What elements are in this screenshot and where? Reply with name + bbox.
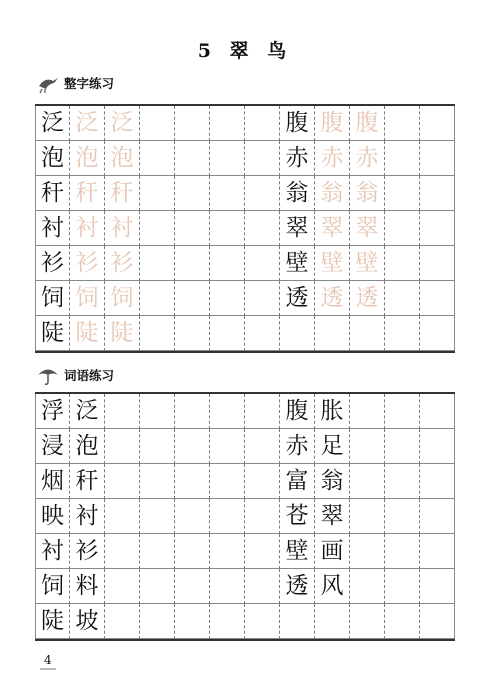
grid-cell: [210, 176, 245, 211]
grid-cell: [420, 394, 455, 429]
grid-cell: 泛: [35, 106, 70, 141]
grid-cell: [175, 176, 210, 211]
grid-cell: [210, 281, 245, 316]
grid-cell: [420, 429, 455, 464]
grid-cell: [420, 604, 455, 639]
grid-cell: [140, 141, 175, 176]
grid-cell: [350, 464, 385, 499]
grid-cell: [210, 499, 245, 534]
grid-cell: 透: [315, 281, 350, 316]
grid-cell: [385, 281, 420, 316]
grid-cell: [245, 211, 280, 246]
grid-cell: 腹: [280, 106, 315, 141]
grid-cell: 饲: [105, 281, 140, 316]
grid-cell: 腹: [315, 106, 350, 141]
grid-cell: [420, 106, 455, 141]
grid-cell: 壁: [280, 534, 315, 569]
grid-cell: [245, 316, 280, 351]
grid-cell: [245, 429, 280, 464]
grid-cell: [350, 429, 385, 464]
grid-cell: 赤: [280, 141, 315, 176]
grid-cell: [420, 281, 455, 316]
grid-cell: 陡: [70, 316, 105, 351]
grid-cell: [105, 499, 140, 534]
grid-cell: [175, 464, 210, 499]
grid-cell: 浸: [35, 429, 70, 464]
grid-cell: [140, 246, 175, 281]
grid-cell: [210, 569, 245, 604]
grid-cell: [420, 246, 455, 281]
grid-cell: [385, 429, 420, 464]
grid-cell: [105, 464, 140, 499]
section-heading-practice: [36, 72, 114, 94]
grid-cell: [420, 316, 455, 351]
grid-cell: 泛: [105, 106, 140, 141]
grid-cell: [420, 464, 455, 499]
grid-cell: 衬: [70, 211, 105, 246]
words-grid: [35, 392, 455, 641]
grid-cell: [140, 429, 175, 464]
grid-cell: [105, 569, 140, 604]
grid-cell: 映: [35, 499, 70, 534]
grid-cell: [105, 534, 140, 569]
grid-cell: [210, 211, 245, 246]
grid-cell: [140, 569, 175, 604]
grid-cell: 翁: [315, 464, 350, 499]
grid-cell: 饲: [35, 569, 70, 604]
grid-cell: 陡: [105, 316, 140, 351]
grid-cell: 衬: [70, 499, 105, 534]
grid-cell: 衬: [105, 211, 140, 246]
grid-cell: 衫: [105, 246, 140, 281]
grid-cell: [140, 176, 175, 211]
grid-cell: 饲: [70, 281, 105, 316]
grid-cell: [175, 141, 210, 176]
grid-cell: [245, 281, 280, 316]
grid-cell: [420, 499, 455, 534]
grid-cell: [245, 141, 280, 176]
grid-cell: [175, 534, 210, 569]
grid-cell: 腹: [350, 106, 385, 141]
grid-cell: 秆: [70, 464, 105, 499]
grid-cell: [175, 569, 210, 604]
grid-cell: [210, 394, 245, 429]
section-heading-label: 词语练习: [64, 368, 115, 383]
section-heading-words: [36, 364, 114, 386]
grid-cell: [210, 106, 245, 141]
grid-cell: 泛: [70, 106, 105, 141]
grid-cell: [175, 394, 210, 429]
grid-cell: 翁: [350, 176, 385, 211]
grid-cell: [105, 604, 140, 639]
grid-cell: [420, 534, 455, 569]
grid-cell: [420, 141, 455, 176]
grid-cell: [140, 604, 175, 639]
grid-cell: 陡: [35, 604, 70, 639]
grid-cell: [350, 569, 385, 604]
grid-cell: [350, 499, 385, 534]
grid-cell: 壁: [280, 246, 315, 281]
grid-cell: [210, 534, 245, 569]
grid-cell: 赤: [280, 429, 315, 464]
grid-cell: 秆: [35, 176, 70, 211]
grid-cell: 透: [280, 281, 315, 316]
grid-cell: 苍: [280, 499, 315, 534]
grid-cell: 腹: [280, 394, 315, 429]
bird-icon: [36, 72, 60, 94]
grid-cell: [385, 534, 420, 569]
grid-cell: [210, 246, 245, 281]
grid-cell: 泡: [35, 141, 70, 176]
grid-cell: [175, 499, 210, 534]
grid-cell: 浮: [35, 394, 70, 429]
grid-cell: 翠: [350, 211, 385, 246]
grid-cell: [245, 569, 280, 604]
grid-cell: [245, 394, 280, 429]
grid-cell: 秆: [70, 176, 105, 211]
grid-cell: [245, 106, 280, 141]
grid-cell: 翁: [315, 176, 350, 211]
grid-cell: 烟: [35, 464, 70, 499]
grid-cell: 秆: [105, 176, 140, 211]
grid-cell: [105, 394, 140, 429]
grid-cell: 料: [70, 569, 105, 604]
grid-cell: [140, 106, 175, 141]
grid-cell: [385, 246, 420, 281]
page-number: 4: [40, 652, 56, 670]
grid-cell: 画: [315, 534, 350, 569]
grid-cell: 富: [280, 464, 315, 499]
section-heading-label: 整字练习: [64, 76, 115, 91]
grid-cell: [210, 464, 245, 499]
grid-cell: [385, 464, 420, 499]
grid-cell: [210, 141, 245, 176]
grid-cell: 透: [280, 569, 315, 604]
grid-cell: [350, 534, 385, 569]
grid-cell: [175, 316, 210, 351]
grid-cell: 衬: [35, 534, 70, 569]
grid-cell: 衬: [35, 211, 70, 246]
grid-cell: [385, 569, 420, 604]
grid-cell: [385, 176, 420, 211]
grid-cell: 泡: [105, 141, 140, 176]
grid-cell: [140, 394, 175, 429]
grid-cell: [385, 141, 420, 176]
grid-cell: 壁: [350, 246, 385, 281]
grid-cell: 衫: [35, 246, 70, 281]
grid-cell: [245, 604, 280, 639]
grid-cell: [175, 211, 210, 246]
grid-cell: [350, 604, 385, 639]
page-title: 5 翠 鸟: [197, 40, 293, 62]
grid-cell: [315, 604, 350, 639]
grid-cell: [210, 429, 245, 464]
grid-cell: 翠: [315, 499, 350, 534]
grid-cell: [350, 316, 385, 351]
grid-cell: [140, 316, 175, 351]
grid-cell: [175, 429, 210, 464]
grid-cell: 足: [315, 429, 350, 464]
grid-cell: [175, 604, 210, 639]
grid-cell: [175, 106, 210, 141]
grid-cell: [350, 394, 385, 429]
umbrella-bird-icon: [36, 364, 60, 386]
grid-cell: 衫: [70, 246, 105, 281]
grid-cell: 坡: [70, 604, 105, 639]
grid-cell: [420, 211, 455, 246]
grid-cell: [245, 464, 280, 499]
grid-cell: [385, 604, 420, 639]
grid-cell: 泡: [70, 429, 105, 464]
grid-cell: [245, 246, 280, 281]
grid-cell: [140, 499, 175, 534]
grid-cell: [140, 534, 175, 569]
grid-cell: 赤: [350, 141, 385, 176]
grid-cell: [140, 464, 175, 499]
grid-cell: [245, 534, 280, 569]
grid-cell: [210, 604, 245, 639]
grid-cell: 饲: [35, 281, 70, 316]
grid-cell: [385, 394, 420, 429]
grid-cell: 赤: [315, 141, 350, 176]
practice-grid: [35, 104, 455, 353]
grid-cell: 翠: [280, 211, 315, 246]
grid-cell: [420, 569, 455, 604]
grid-cell: [245, 499, 280, 534]
grid-cell: 泡: [70, 141, 105, 176]
grid-cell: [385, 316, 420, 351]
grid-cell: [280, 316, 315, 351]
grid-cell: [175, 246, 210, 281]
grid-cell: [105, 429, 140, 464]
grid-cell: 泛: [70, 394, 105, 429]
grid-cell: 衫: [70, 534, 105, 569]
grid-cell: [315, 316, 350, 351]
grid-cell: 胀: [315, 394, 350, 429]
grid-cell: [140, 211, 175, 246]
grid-cell: 风: [315, 569, 350, 604]
grid-cell: [280, 604, 315, 639]
grid-cell: [420, 176, 455, 211]
grid-cell: [385, 211, 420, 246]
grid-cell: 陡: [35, 316, 70, 351]
grid-cell: [245, 176, 280, 211]
grid-cell: [140, 281, 175, 316]
grid-cell: 翠: [315, 211, 350, 246]
grid-cell: [175, 281, 210, 316]
grid-cell: 壁: [315, 246, 350, 281]
grid-cell: 透: [350, 281, 385, 316]
grid-cell: [385, 106, 420, 141]
grid-cell: [210, 316, 245, 351]
grid-cell: 翁: [280, 176, 315, 211]
grid-cell: [385, 499, 420, 534]
